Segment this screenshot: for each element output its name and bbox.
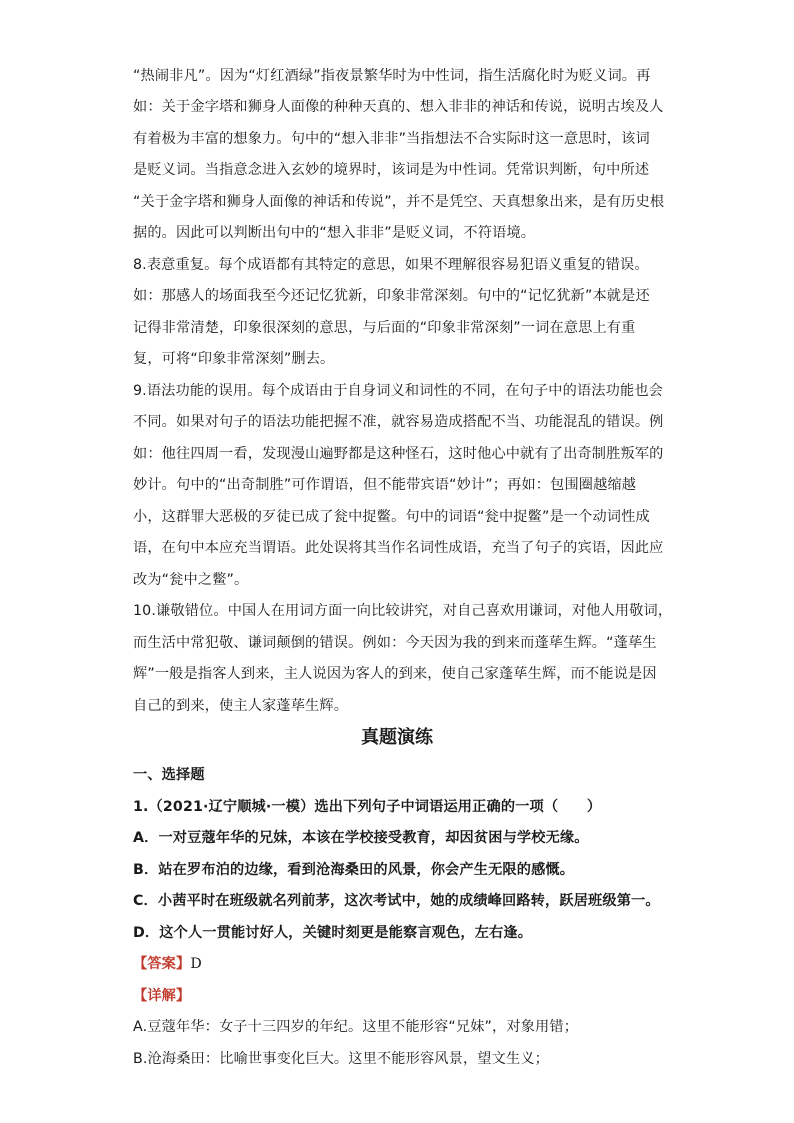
body-line: 8.表意重复。每个成语都有其特定的意思，如果不理解很容易犯语义重复的错误。	[133, 257, 649, 273]
body-line: 自己的到来，使主人家蓬荜生辉。	[133, 698, 349, 714]
answer-value: D	[190, 956, 202, 972]
body-line: 如：那感人的场面我至今还记忆犹新，印象非常深刻。句中的“记忆犹新”本就是还	[133, 288, 650, 304]
body-line: 改为“瓮中之鳖”。	[133, 572, 249, 588]
answer-line	[133, 949, 663, 981]
explain-line: A.豆蔻年华：女子十三四岁的年纪。这里不能形容“兄妹”，对象用错；	[133, 1019, 579, 1035]
body-line: 语，在句中本应充当谓语。此处误将其当作名词性成语，充当了句子的宾语，因此应	[133, 540, 664, 556]
body-line: 妙计。句中的“出奇制胜”可作谓语，但不能带宾语“妙计”；再如：包围圈越缩越	[133, 477, 637, 493]
option-d: D．这个人一贯能讨好人，关键时刻更是能察言观色，左右逢。	[133, 925, 533, 941]
option-a: A．一对豆蔻年华的兄妹，本该在学校接受教育，却因贫困与学校无缘。	[133, 830, 589, 846]
explain-line: B.沧海桑田：比喻世事变化巨大。这里不能形容风景，望文生义；	[133, 1051, 549, 1067]
explain-label: 【详解】	[133, 988, 191, 1004]
body-line: 如：他往四周一看，发现漫山遍野都是这种怪石，这时他心中就有了出奇制胜叛军的	[133, 446, 664, 462]
body-line: “关于金字塔和狮身人面像的神话和传说”，并不是凭空、天真想象出来，是有历史根	[133, 194, 665, 210]
body-line: 复，可将“印象非常深刻”删去。	[133, 351, 335, 367]
body-line: 如：关于金字塔和狮身人面像的种种天真的、想入非非的神话和传说，说明古埃及人	[133, 99, 664, 115]
body-line: “热闹非凡”。因为“灯红酒绿”指夜景繁华时为中性词，指生活腐化时为贬义词。再	[133, 68, 651, 84]
body-line: 9.语法功能的误用。每个成语由于自身词义和词性的不同，在句子中的语法功能也会	[133, 383, 663, 399]
answer-label: 【答案】	[133, 956, 191, 972]
question-stem: 1.（2021·辽宁顺城·一模）选出下列句子中词语运用正确的一项（ ）	[133, 799, 602, 815]
explain-label-line	[133, 981, 663, 1013]
body-line: 有着极为丰富的想象力。句中的“想入非非”当指想法不合实际时这一意思时，该词	[133, 131, 650, 147]
body-line: 记得非常清楚，印象很深刻的意思，与后面的“印象非常深刻”一词在意思上有重	[133, 320, 636, 336]
body-line: 而生活中常犯敬、谦词颠倒的错误。例如：今天因为我的到来而蓬荜生辉。“蓬荜生	[133, 635, 657, 651]
option-b: B．站在罗布泊的边缘，看到沧海桑田的风景，你会产生无限的感慨。	[133, 862, 575, 878]
question-type-label: 一、选择题	[133, 767, 205, 783]
option-c: C．小茜平时在班级就名列前茅，这次考试中，她的成绩峰回路转，跃居班级第一。	[133, 893, 660, 909]
body-line: 辉”一般是指客人到来，主人说因为客人的到来，使自己家蓬荜生辉，而不能说是因	[133, 666, 657, 682]
body-line: 小，这群罪大恶极的歹徒已成了瓮中捉鳖。句中的词语“瓮中捉鳖”是一个动词性成	[133, 509, 650, 525]
body-line: 不同。如果对句子的语法功能把握不准，就容易造成搭配不当、功能混乱的错误。例	[133, 414, 664, 430]
body-line: 10.谦敬错位。中国人在用词方面一向比较讲究，对自己喜欢用谦词，对他人用敬词，	[133, 603, 673, 619]
body-line: 是贬义词。当指意念进入玄妙的境界时，该词是为中性词。凭常识判断，句中所述	[133, 162, 650, 178]
section-heading: 真题演练	[361, 727, 433, 748]
body-line: 据的。因此可以判断出句中的“想入非非”是贬义词，不符语境。	[133, 225, 536, 241]
